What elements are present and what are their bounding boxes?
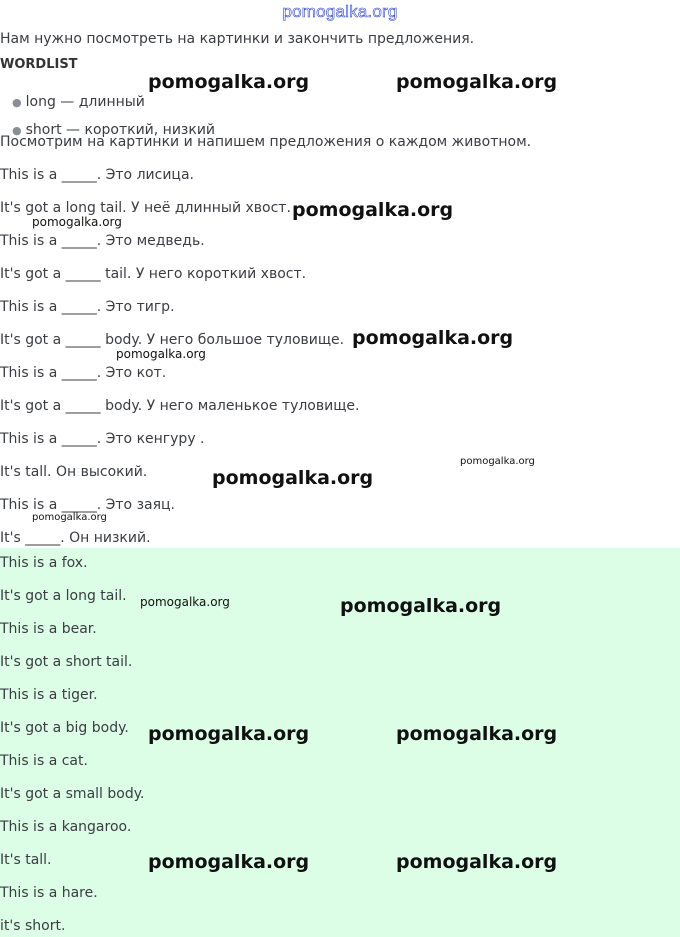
watermark: pomogalka.org: [340, 595, 502, 617]
watermark: pomogalka.org: [148, 71, 310, 93]
bullet-icon: ●: [12, 96, 22, 109]
exercise-line: It's got a _____ body. У него большое туловище.: [0, 332, 345, 348]
wordlist-heading: WORDLIST: [0, 57, 78, 72]
answer-line: It's got a big body.: [0, 720, 129, 736]
exercise-line: This is a _____. Это кенгуру .: [0, 431, 205, 447]
answer-line: This is a bear.: [0, 621, 97, 637]
exercise-line: It's _____. Он низкий.: [0, 530, 151, 546]
instruction-text: Посмотрим на картинки и напишем предложения о каждом животном.: [0, 134, 532, 150]
answer-line: This is a tiger.: [0, 687, 98, 703]
watermark: pomogalka.org: [32, 512, 107, 523]
exercise-line: It's got a _____ tail. У него короткий хвост.: [0, 266, 307, 282]
answer-line: This is a fox.: [0, 555, 88, 571]
watermark: pomogalka.org: [32, 215, 122, 229]
watermark: pomogalka.org: [148, 851, 310, 873]
wordlist-item-text: short — короткий, низкий: [25, 122, 216, 138]
answer-line: This is a cat.: [0, 753, 88, 769]
exercise-line: This is a _____. Это кот.: [0, 365, 167, 381]
exercise-line: This is a _____. Это медведь.: [0, 233, 205, 249]
watermark: pomogalka.org: [212, 467, 374, 489]
exercise-line: This is a _____. Это тигр.: [0, 299, 175, 315]
exercise-line: This is a _____. Это лисица.: [0, 167, 194, 183]
wordlist-item-text: long — длинный: [25, 94, 145, 110]
answer-line: It's got a short tail.: [0, 654, 133, 670]
watermark: pomogalka.org: [396, 723, 558, 745]
answer-line: This is a kangaroo.: [0, 819, 132, 835]
watermark: pomogalka.org: [352, 327, 514, 349]
wordlist-item: [12, 121, 216, 138]
watermark: pomogalka.org: [460, 456, 535, 467]
watermark: pomogalka.org: [396, 71, 558, 93]
answer-line: it's short.: [0, 918, 66, 934]
wordlist-item: [12, 93, 145, 112]
answer-line: It's got a long tail.: [0, 588, 127, 604]
answer-line: This is a hare.: [0, 885, 98, 901]
watermark: pomogalka.org: [140, 595, 230, 609]
answer-line: It's got a small body.: [0, 786, 145, 802]
watermark: pomogalka.org: [116, 347, 206, 361]
exercise-line: It's tall. Он высокий.: [0, 464, 148, 480]
intro-text: Нам нужно посмотреть на картинки и закончить предложения.: [0, 31, 475, 47]
answer-line: It's tall.: [0, 852, 52, 868]
site-logo[interactable]: pomogalka.org: [282, 2, 398, 21]
watermark: pomogalka.org: [396, 851, 558, 873]
watermark: pomogalka.org: [148, 723, 310, 745]
exercise-line: It's got a long tail. У неё длинный хвост.: [0, 200, 291, 216]
exercise-line: It's got a _____ body. У него маленькое туловище.: [0, 398, 360, 414]
watermark: pomogalka.org: [292, 199, 454, 221]
bullet-icon: ●: [12, 124, 22, 137]
exercise-line: This is a _____. Это заяц.: [0, 497, 175, 513]
